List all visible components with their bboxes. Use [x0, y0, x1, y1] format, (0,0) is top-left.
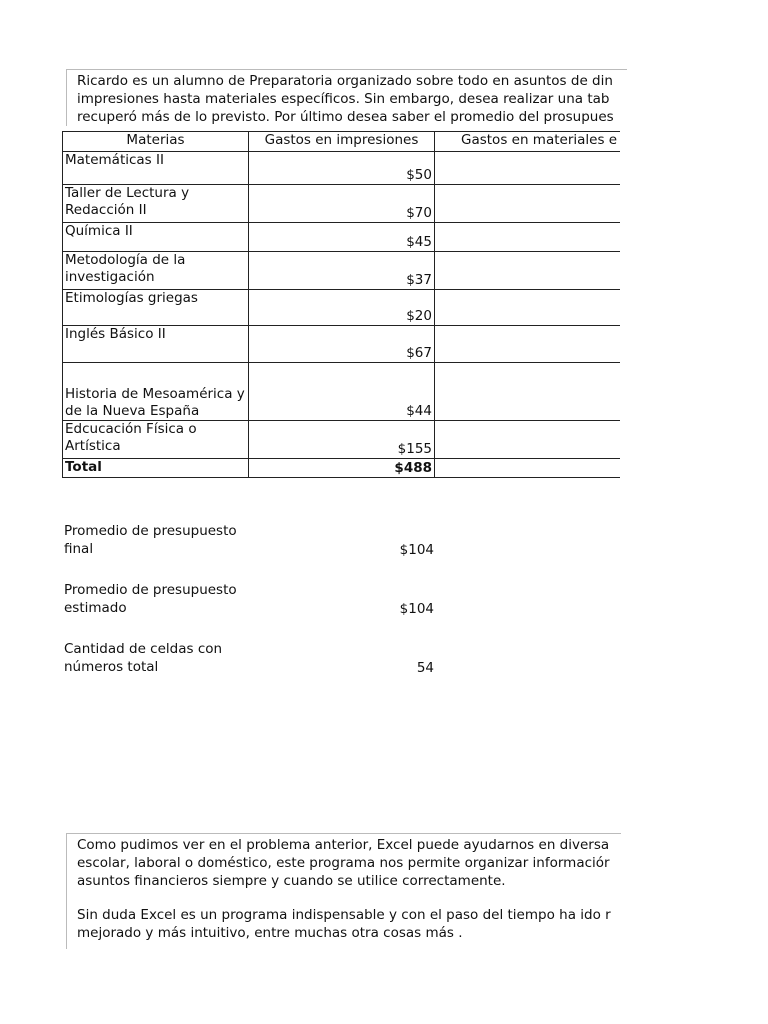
cell-impresiones: $67: [249, 326, 435, 363]
header-gastos-impresiones: Gastos en impresiones: [249, 132, 435, 152]
expenses-table: [62, 131, 620, 478]
cell-materiales: [435, 363, 621, 421]
cell-materiales: [435, 290, 621, 326]
header-materias: Materias: [63, 132, 249, 152]
cell-impresiones: $45: [249, 223, 435, 252]
stat-label: Promedio de presupuesto estimado: [64, 582, 237, 616]
cell-total-materiales: [435, 459, 621, 478]
stat-value: $104: [399, 601, 434, 617]
cell-materiales: [435, 326, 621, 363]
conclusion-line: Sin duda Excel es un programa indispensable y con el paso del tiempo ha ido r: [77, 907, 611, 923]
cell-materia: Historia de Mesoamérica y de la Nueva España: [63, 363, 249, 421]
table-row: [63, 185, 621, 223]
table-row: [63, 363, 621, 421]
stat-label: Promedio de presupuesto final: [64, 523, 237, 557]
table-row: [63, 326, 621, 363]
cell-impresiones: $70: [249, 185, 435, 223]
cell-materia: Edcucación Física o Artística: [63, 421, 249, 459]
stat-value: 54: [416, 660, 434, 676]
stat-value: $104: [399, 542, 434, 558]
cell-impresiones: $155: [249, 421, 435, 459]
conclusion-line: escolar, laboral o doméstico, este programa nos permite organizar informaciór: [77, 855, 610, 871]
cell-impresiones: $50: [249, 152, 435, 185]
cell-materia: Inglés Básico II: [63, 326, 249, 363]
table-row: [63, 152, 621, 185]
cell-impresiones: $20: [249, 290, 435, 326]
cell-total-label: Total: [63, 459, 249, 478]
intro-line: recuperó más de lo previsto. Por último desea saber el promedio del prosupues: [77, 109, 614, 125]
stat-row: [64, 636, 436, 676]
cell-materia: Química II: [63, 223, 249, 252]
intro-line: Ricardo es un alumno de Preparatoria organizado sobre todo en asuntos de din: [77, 73, 613, 89]
cell-impresiones: $37: [249, 252, 435, 290]
cell-impresiones: $44: [249, 363, 435, 421]
table-row: [63, 421, 621, 459]
table-row: [63, 223, 621, 252]
cell-materia: Metodología de la investigación: [63, 252, 249, 290]
header-gastos-materiales: Gastos en materiales e: [435, 132, 621, 152]
stat-label: Cantidad de celdas con números total: [64, 641, 223, 675]
table-total-row: [63, 459, 621, 478]
stat-row: [64, 518, 436, 558]
expenses-table-wrapper: [62, 131, 620, 478]
cell-materia: Taller de Lectura y Redacción II: [63, 185, 249, 223]
stat-row: [64, 577, 436, 617]
cell-total-impresiones: $488: [249, 459, 435, 478]
cell-materiales: [435, 421, 621, 459]
table-row: [63, 252, 621, 290]
intro-line: impresiones hasta materiales específicos. Sin embargo, desea realizar una tab: [77, 91, 610, 107]
conclusion-text-box: [66, 833, 621, 949]
conclusion-line: mejorado y más intuitivo, entre muchas otra cosas más .: [77, 925, 463, 941]
cell-materiales: [435, 152, 621, 185]
cell-materiales: [435, 185, 621, 223]
cell-materia: Etimologías griegas: [63, 290, 249, 326]
intro-text-box: [66, 69, 627, 126]
conclusion-line: asuntos financieros siempre y cuando se utilice correctamente.: [77, 873, 506, 889]
table-header-row: [63, 132, 621, 152]
table-row: [63, 290, 621, 326]
cell-materia: Matemáticas II: [63, 152, 249, 185]
cell-materiales: [435, 223, 621, 252]
summary-stats: [64, 518, 436, 695]
conclusion-line: Como pudimos ver en el problema anterior, Excel puede ayudarnos en diversa: [77, 837, 610, 853]
cell-materiales: [435, 252, 621, 290]
